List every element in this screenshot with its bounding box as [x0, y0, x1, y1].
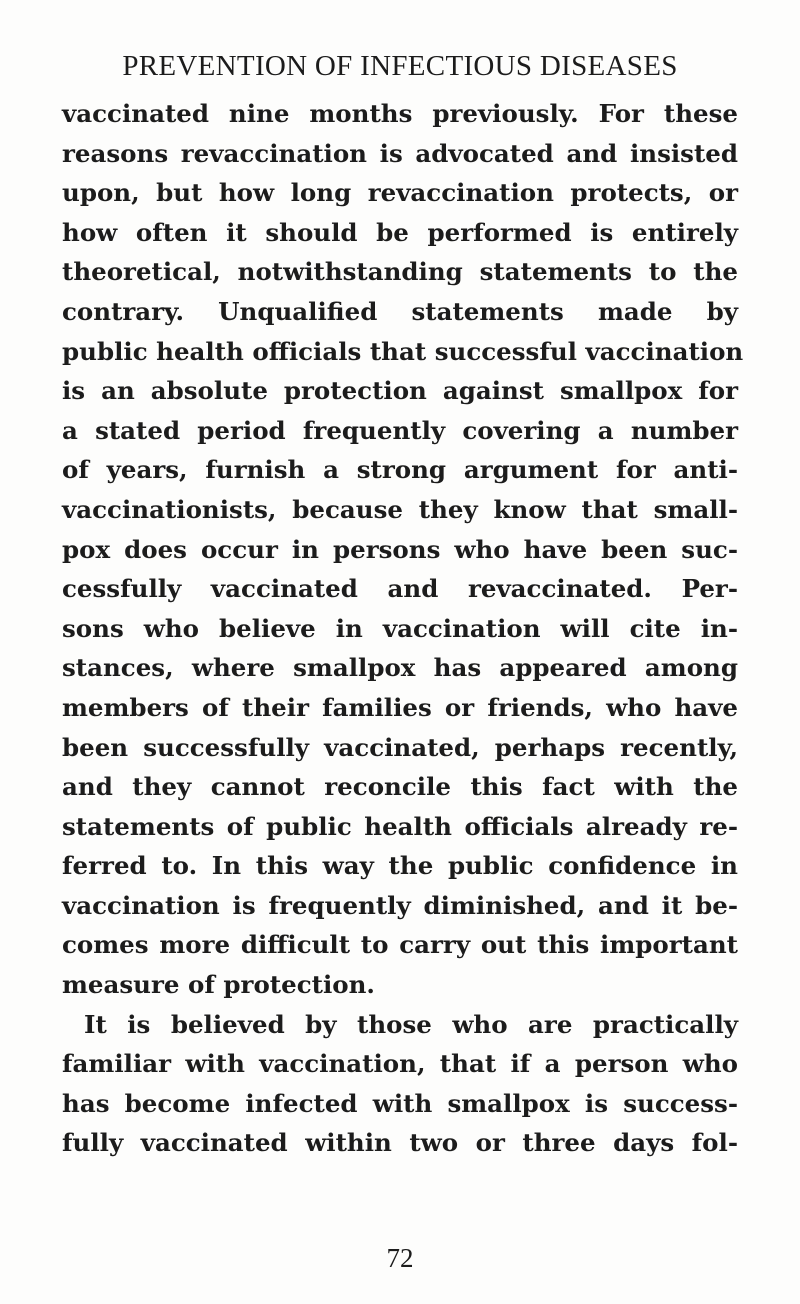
text-line: ferred to. In this way the public confidence in [62, 851, 738, 881]
text-line: statements of public health officials already re- [62, 811, 738, 841]
text-line: of years, furnish a strong argument for anti- [62, 455, 738, 485]
text-line: theoretical, notwithstanding statements to the [62, 257, 738, 287]
page-number: 72 [386, 1243, 414, 1273]
text-line: vaccinationists, because they know that small- [62, 494, 738, 524]
paragraph-end-line: measure of protection. [62, 970, 375, 1000]
text-line: public health officials that successful vaccination [62, 336, 744, 366]
text-line: reasons revaccination is advocated and insisted [62, 138, 738, 168]
text-line: stances, where smallpox has appeared among [62, 653, 738, 683]
paragraph-start-line: It is believed by those who are practically [84, 1009, 738, 1039]
text-line: pox does occur in persons who have been suc- [62, 534, 738, 564]
text-line: and they cannot reconcile this fact with the [62, 772, 738, 802]
text-line: has become infected with smallpox is success- [62, 1088, 738, 1118]
text-line: familiar with vaccination, that if a person who [62, 1049, 738, 1079]
text-line: contrary. Unqualified statements made by [62, 296, 738, 326]
body-text [62, 94, 744, 1163]
text-line: vaccination is frequently diminished, and it be- [62, 890, 738, 920]
text-line: sons who believe in vaccination will cite in- [62, 613, 738, 643]
text-line: comes more difficult to carry out this important [62, 930, 738, 960]
text-line: is an absolute protection against smallpox for [62, 376, 738, 406]
text-line: cessfully vaccinated and revaccinated. Per- [62, 574, 738, 604]
running-head: PREVENTION OF INFECTIOUS DISEASES [122, 50, 678, 82]
text-line: a stated period frequently covering a number [62, 415, 738, 445]
text-line: upon, but how long revaccination protects, or [62, 178, 738, 208]
text-line: vaccinated nine months previously. For these [62, 99, 738, 128]
text-line: members of their families or friends, who have [62, 692, 738, 722]
text-line: been successfully vaccinated, perhaps recently, [62, 732, 738, 762]
text-line: fully vaccinated within two or three days fol- [62, 1128, 738, 1158]
text-line: how often it should be performed is entirely [62, 217, 738, 247]
